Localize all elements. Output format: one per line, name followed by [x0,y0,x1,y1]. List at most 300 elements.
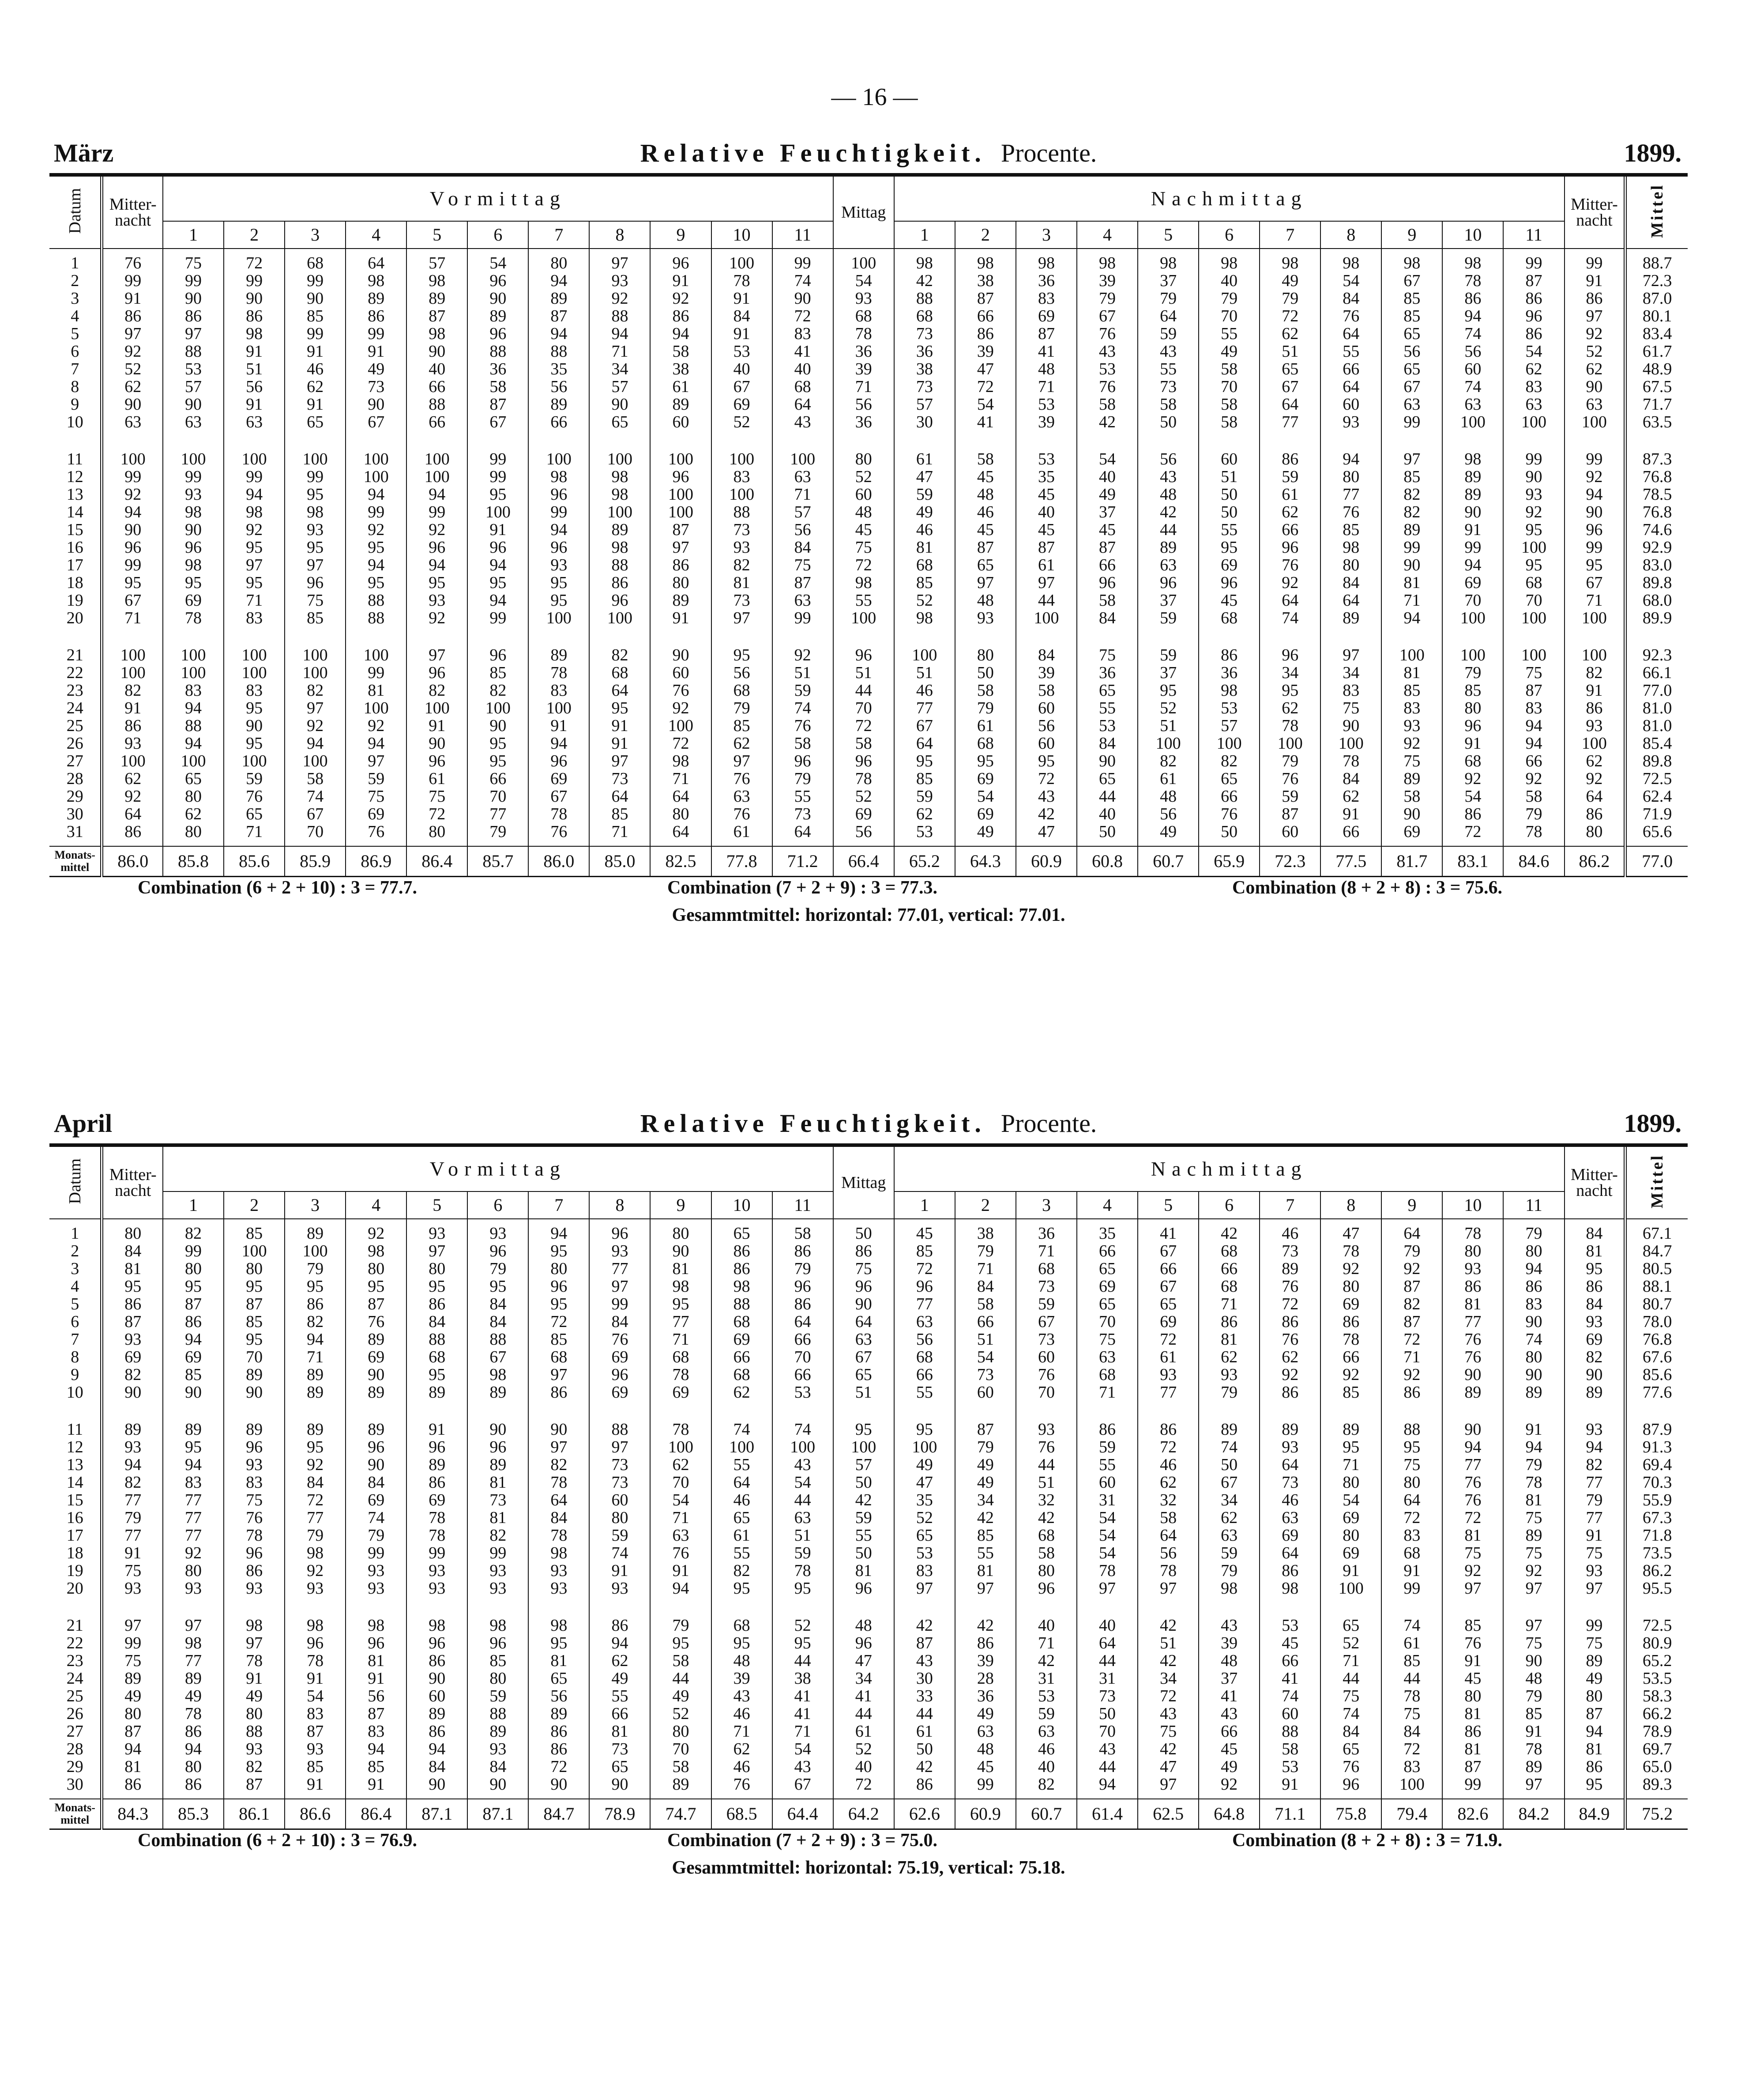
value-cell: 73 [1138,378,1199,396]
month-label: März [54,139,114,167]
value-cell: 81 [1199,1331,1260,1348]
title-main: Relative Feuchtigkeit. [640,139,986,167]
value-cell: 82 [102,682,163,699]
value-cell: 93 [224,1456,285,1474]
value-cell: 79 [1503,1687,1564,1705]
value-cell: 88 [589,307,650,325]
date-cell: 28 [66,769,83,788]
value-cell: 71 [772,486,833,503]
value-cell: 54 [285,1687,346,1705]
value-cell: 66 [1199,1723,1260,1740]
mean-cell: 86.0 [102,846,163,877]
value-cell: 95 [1565,1260,1625,1278]
value-cell: 75 [1381,1456,1442,1474]
value-cell: 43 [772,1758,833,1776]
value-cell: 65 [589,1758,650,1776]
mean-cell: 84.6 [1503,846,1564,877]
value-cell: 92 [1503,1562,1564,1580]
value-cell: 100 [224,664,285,682]
value-cell: 90 [650,1242,711,1260]
value-cell: 70 [1503,592,1564,609]
value-cell: 86 [589,574,650,592]
table-row [49,1509,1688,1527]
value-cell: 73 [1016,1331,1077,1348]
value-cell: 100 [406,468,467,486]
value-cell: 98 [528,1544,589,1562]
mean-cell: 66.4 [833,846,894,877]
value-cell: 50 [1199,503,1260,521]
value-cell: 81 [833,1562,894,1580]
value-cell: 98 [1199,254,1260,272]
value-cell: 93 [406,1580,467,1597]
value-cell: 86 [406,1474,467,1491]
value-cell: 60 [1260,1705,1320,1723]
value-cell: 90 [1077,752,1138,770]
value-cell: 72 [224,254,285,272]
value-cell: 82 [285,1313,346,1331]
value-cell: 79 [1565,1491,1625,1509]
hour-header: 1 [163,1191,224,1219]
value-cell: 90 [163,1384,224,1401]
value-cell: 53 [1016,450,1077,468]
value-cell: 65 [1077,682,1138,699]
value-cell: 69 [650,1384,711,1401]
value-cell: 90 [589,1776,650,1793]
value-cell: 50 [833,1225,894,1242]
value-cell: 77 [1565,1474,1625,1491]
value-cell: 94 [1503,735,1564,752]
value-cell: 60 [1320,396,1381,413]
value-cell: 99 [772,254,833,272]
value-cell: 80 [1565,1687,1625,1705]
value-cell: 50 [833,1544,894,1562]
value-cell: 48 [955,486,1016,503]
mitternacht-header: Mitter- nacht [1565,175,1625,249]
monatsmittel-row [49,1799,1688,1829]
value-cell: 86 [102,717,163,735]
value-cell: 94 [528,325,589,343]
value-cell: 94 [163,699,224,717]
mean-cell: 85.8 [163,846,224,877]
value-cell: 90 [1565,378,1625,396]
value-cell: 41 [955,413,1016,431]
table-row [49,1705,1688,1723]
value-cell: 45 [833,521,894,539]
value-cell: 64 [833,1313,894,1331]
value-cell: 94 [163,1740,224,1758]
value-cell: 75 [163,254,224,272]
value-cell: 36 [955,1687,1016,1705]
value-cell: 47 [1016,823,1077,841]
value-cell: 62 [711,1740,772,1758]
value-cell: 57 [894,396,955,413]
value-cell: 81 [1565,1242,1625,1260]
value-cell: 87 [772,574,833,592]
value-cell: 96 [833,646,894,664]
value-cell: 87 [1077,539,1138,556]
value-cell: 67 [1565,574,1625,592]
value-cell: 69 [102,1348,163,1366]
value-cell: 49 [1077,486,1138,503]
value-cell: 83 [163,682,224,699]
value-cell: 81 [1381,574,1442,592]
mittel-cell: 78.9 [1625,1723,1688,1740]
value-cell: 91 [224,1670,285,1687]
value-cell: 78 [1503,823,1564,841]
value-cell: 78 [224,1527,285,1544]
value-cell: 68 [1077,1366,1138,1384]
mittel-cell: 66.2 [1625,1705,1688,1723]
value-cell: 84 [1077,609,1138,627]
value-cell: 96 [1442,717,1503,735]
mittel-cell: 80.1 [1625,307,1688,325]
mittel-cell: 76.8 [1625,503,1688,521]
value-cell: 86 [163,307,224,325]
value-cell: 96 [224,1438,285,1456]
value-cell: 96 [1260,646,1320,664]
value-cell: 59 [1138,646,1199,664]
value-cell: 78 [163,1705,224,1723]
table-row [49,556,1688,574]
value-cell: 93 [1381,717,1442,735]
date-cell: 20 [66,609,83,627]
value-cell: 45 [1442,1670,1503,1687]
value-cell: 81 [955,1562,1016,1580]
section-april [49,1098,1688,1878]
value-cell: 95 [1138,682,1199,699]
value-cell: 75 [833,539,894,556]
value-cell: 87 [102,1313,163,1331]
value-cell: 66 [1503,752,1564,770]
value-cell: 74 [772,272,833,290]
value-cell: 86 [102,823,163,841]
hour-header: 10 [711,221,772,249]
value-cell: 76 [1260,1278,1320,1295]
value-cell: 85 [1442,682,1503,699]
value-cell: 100 [650,450,711,468]
value-cell: 91 [102,699,163,717]
value-cell: 97 [285,699,346,717]
value-cell: 58 [955,450,1016,468]
table-row [49,1331,1688,1348]
value-cell: 64 [772,823,833,841]
value-cell: 80 [955,646,1016,664]
value-cell: 44 [1381,1670,1442,1687]
value-cell: 92 [1503,503,1564,521]
value-cell: 63 [894,1313,955,1331]
value-cell: 68 [1016,1260,1077,1278]
value-cell: 72 [833,556,894,574]
value-cell: 84 [1320,770,1381,788]
value-cell: 62 [102,770,163,788]
value-cell: 56 [528,378,589,396]
value-cell: 95 [224,574,285,592]
value-cell: 82 [102,1366,163,1384]
value-cell: 100 [1320,735,1381,752]
value-cell: 76 [1320,503,1381,521]
mean-cell: 75.8 [1320,1799,1381,1829]
value-cell: 68 [894,1348,955,1366]
value-cell: 74 [1320,1705,1381,1723]
date-cell: 11 [67,450,83,468]
value-cell: 82 [467,682,528,699]
value-cell: 93 [102,1438,163,1456]
value-cell: 94 [528,1225,589,1242]
value-cell: 84 [1320,290,1381,307]
value-cell: 69 [1016,307,1077,325]
value-cell: 92 [285,1562,346,1580]
value-cell: 67 [1260,378,1320,396]
value-cell: 99 [285,325,346,343]
value-cell: 95 [467,735,528,752]
table-row [49,343,1688,360]
value-cell: 58 [1381,788,1442,805]
value-cell: 86 [711,1260,772,1278]
value-cell: 73 [1077,1687,1138,1705]
value-cell: 64 [894,735,955,752]
value-cell: 97 [1077,1580,1138,1597]
mean-cell: 82.6 [1442,1799,1503,1829]
value-cell: 97 [1138,1580,1199,1597]
value-cell: 100 [102,664,163,682]
value-cell: 92 [346,521,406,539]
value-cell: 89 [1503,1527,1564,1544]
value-cell: 61 [406,770,467,788]
value-cell: 85 [224,1313,285,1331]
value-cell: 82 [163,1225,224,1242]
value-cell: 97 [346,752,406,770]
value-cell: 67 [772,1776,833,1793]
gesammtmittel: Gesammtmittel: horizontal: 77.01, vertical: 77.01. [672,905,1065,925]
value-cell: 76 [1260,1331,1320,1348]
value-cell: 85 [163,1366,224,1384]
value-cell: 94 [163,1331,224,1348]
mean-cell: 84.9 [1565,1799,1625,1829]
value-cell: 90 [406,343,467,360]
value-cell: 93 [285,1740,346,1758]
value-cell: 94 [406,486,467,503]
value-cell: 98 [406,325,467,343]
value-cell: 54 [955,1348,1016,1366]
value-cell: 93 [406,1562,467,1580]
page-number: — 16 — [831,83,918,111]
value-cell: 96 [833,1634,894,1652]
value-cell: 89 [650,592,711,609]
value-cell: 73 [894,378,955,396]
value-cell: 61 [894,1723,955,1740]
date-cell: 13 [66,485,83,504]
value-cell: 40 [1016,1758,1077,1776]
value-cell: 56 [833,823,894,841]
value-cell: 92 [1442,770,1503,788]
table-row [49,378,1688,396]
value-cell: 76 [711,805,772,823]
value-cell: 96 [406,1634,467,1652]
date-cell: 11 [67,1420,83,1439]
value-cell: 62 [1565,752,1625,770]
value-cell: 86 [1077,1421,1138,1438]
value-cell: 79 [285,1260,346,1278]
value-cell: 45 [1260,1634,1320,1652]
value-cell: 86 [406,1295,467,1313]
value-cell: 78 [772,1562,833,1580]
mean-cell: 87.1 [467,1799,528,1829]
value-cell: 67 [1077,307,1138,325]
mean-cell: 62.5 [1138,1799,1199,1829]
value-cell: 81 [1442,1295,1503,1313]
value-cell: 100 [711,1438,772,1456]
table-row [49,1544,1688,1562]
value-cell: 96 [833,1580,894,1597]
date-cell: 21 [66,646,83,664]
value-cell: 79 [772,1260,833,1278]
value-cell: 94 [406,556,467,574]
mittel-cell: 85.6 [1625,1366,1688,1384]
value-cell: 75 [772,556,833,574]
value-cell: 72 [1381,1740,1442,1758]
value-cell: 98 [1320,254,1381,272]
date-cell: 30 [66,805,83,823]
value-cell: 93 [528,556,589,574]
value-cell: 78 [224,1652,285,1670]
mean-cell: 72.3 [1260,846,1320,877]
value-cell: 88 [1381,1421,1442,1438]
table-row [49,609,1688,627]
value-cell: 74 [589,1544,650,1562]
value-cell: 99 [528,503,589,521]
value-cell: 45 [894,1225,955,1242]
value-cell: 96 [772,1278,833,1295]
date-cell: 10 [66,413,83,431]
mittel-cell: 89.8 [1625,574,1688,592]
value-cell: 79 [650,1617,711,1634]
value-cell: 66 [1077,556,1138,574]
value-cell: 81 [894,539,955,556]
value-cell: 100 [833,1438,894,1456]
value-cell: 38 [955,1225,1016,1242]
value-cell: 41 [1016,343,1077,360]
value-cell: 88 [346,592,406,609]
mean-cell: 74.7 [650,1799,711,1829]
value-cell: 90 [1381,805,1442,823]
value-cell: 59 [346,770,406,788]
value-cell: 85 [467,664,528,682]
value-cell: 99 [224,468,285,486]
value-cell: 79 [955,1242,1016,1260]
date-cell: 9 [71,395,79,414]
value-cell: 78 [1442,272,1503,290]
mittel-cell: 69.4 [1625,1456,1688,1474]
value-cell: 91 [1565,272,1625,290]
mittag-header: Mittag [833,1145,894,1219]
value-cell: 91 [1565,1527,1625,1544]
value-cell: 81 [1381,664,1442,682]
value-cell: 59 [1077,1438,1138,1456]
value-cell: 93 [163,486,224,503]
value-cell: 65 [1260,360,1320,378]
value-cell: 64 [650,823,711,841]
value-cell: 42 [894,1617,955,1634]
value-cell: 64 [772,396,833,413]
value-cell: 80 [406,823,467,841]
value-cell: 75 [1503,1634,1564,1652]
table-row [49,1260,1688,1278]
value-cell: 77 [589,1260,650,1278]
hour-header: 8 [1320,221,1381,249]
value-cell: 46 [711,1705,772,1723]
value-cell: 79 [1503,805,1564,823]
value-cell: 86 [1503,1278,1564,1295]
value-cell: 100 [528,609,589,627]
value-cell: 72 [955,378,1016,396]
value-cell: 90 [1565,1366,1625,1384]
value-cell: 70 [1016,1384,1077,1401]
value-cell: 62 [1260,699,1320,717]
mittel-cell: 67.5 [1625,378,1688,396]
value-cell: 93 [528,1562,589,1580]
table-row [49,468,1688,486]
value-cell: 39 [955,1652,1016,1670]
value-cell: 96 [285,1634,346,1652]
value-cell: 44 [833,682,894,699]
date-cell: 4 [71,1277,79,1296]
value-cell: 68 [711,1313,772,1331]
value-cell: 95 [467,1278,528,1295]
value-cell: 89 [1442,468,1503,486]
value-cell: 77 [650,1313,711,1331]
value-cell: 72 [1381,1331,1442,1348]
value-cell: 42 [1138,1652,1199,1670]
value-cell: 91 [224,396,285,413]
value-cell: 63 [1381,396,1442,413]
value-cell: 77 [285,1509,346,1527]
table-row [49,1242,1688,1260]
value-cell: 85 [1381,1652,1442,1670]
value-cell: 66 [955,1313,1016,1331]
table-row [49,1740,1688,1758]
value-cell: 62 [650,1456,711,1474]
value-cell: 93 [467,1562,528,1580]
value-cell: 78 [650,1366,711,1384]
value-cell: 96 [467,325,528,343]
value-cell: 57 [1199,717,1260,735]
value-cell: 93 [589,1580,650,1597]
value-cell: 54 [1503,343,1564,360]
value-cell: 95 [1260,682,1320,699]
value-cell: 91 [1442,1652,1503,1670]
mittel-cell: 86.2 [1625,1562,1688,1580]
value-cell: 62 [1260,325,1320,343]
value-cell: 36 [1016,1225,1077,1242]
value-cell: 99 [467,609,528,627]
value-cell: 94 [1381,609,1442,627]
value-cell: 88 [711,1295,772,1313]
value-cell: 73 [894,325,955,343]
value-cell: 93 [1320,413,1381,431]
mean-cell: 86.0 [528,846,589,877]
value-cell: 82 [1565,1348,1625,1366]
value-cell: 84 [589,1313,650,1331]
date-cell: 12 [66,468,83,486]
value-cell: 61 [1260,486,1320,503]
value-cell: 91 [1442,735,1503,752]
value-cell: 84 [285,1474,346,1491]
value-cell: 92 [1260,1366,1320,1384]
value-cell: 71 [650,770,711,788]
value-cell: 41 [772,1705,833,1723]
date-cell: 5 [71,1295,79,1313]
value-cell: 80 [1320,1527,1381,1544]
